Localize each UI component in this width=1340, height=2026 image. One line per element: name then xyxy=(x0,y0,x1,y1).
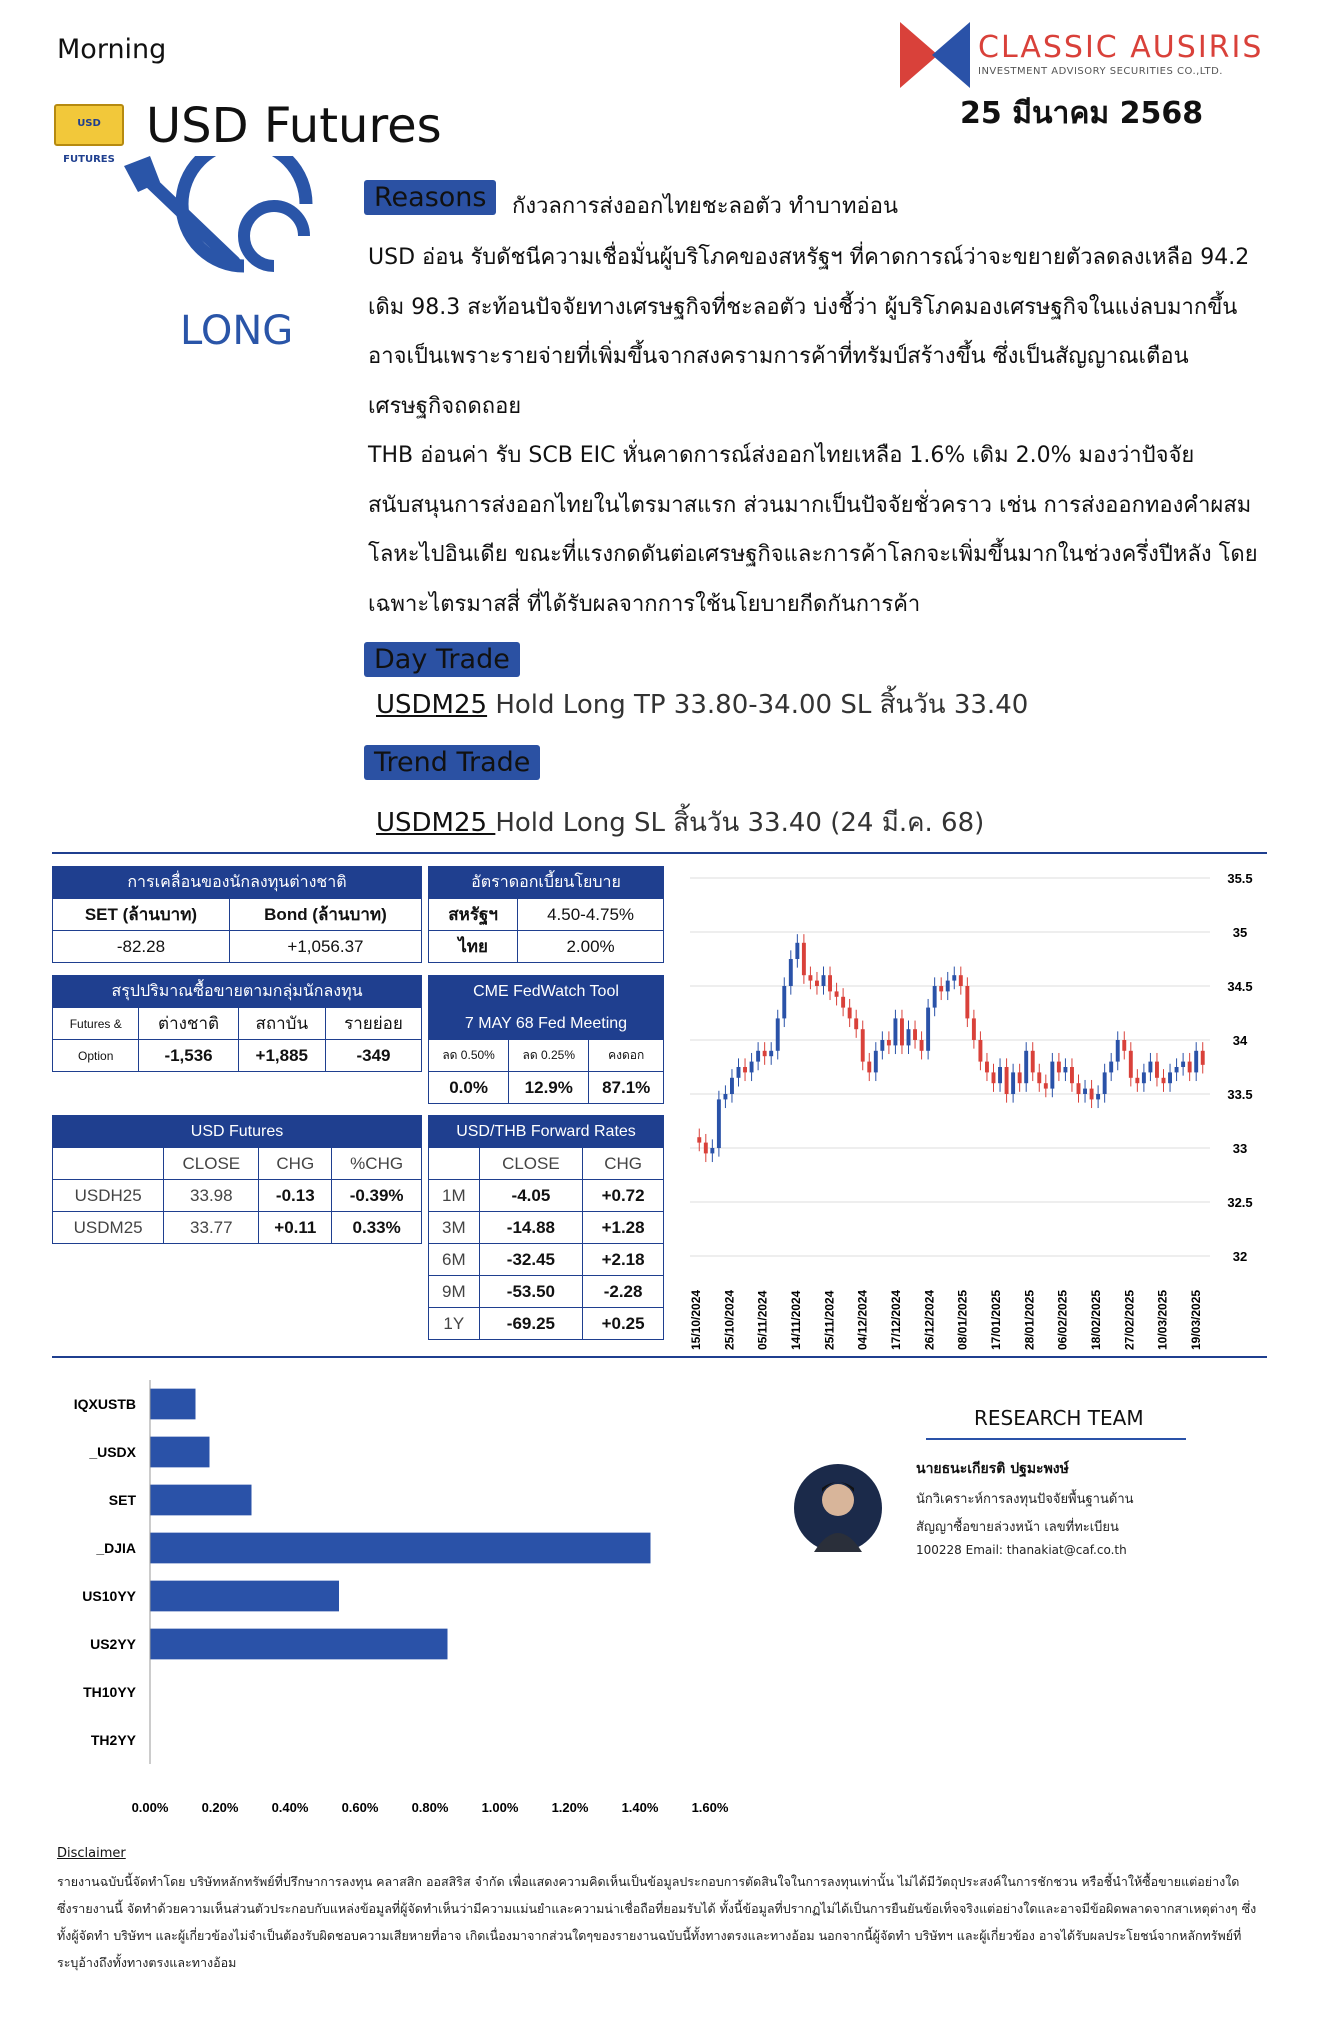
investor-row-label-2: Option xyxy=(53,1040,139,1072)
research-team-title: RESEARCH TEAM xyxy=(974,1406,1144,1430)
candle-body xyxy=(913,1029,917,1040)
reasons-tag: Reasons xyxy=(364,180,496,215)
x-tick-label: 1.40% xyxy=(621,1800,659,1815)
candle-body xyxy=(1044,1083,1048,1088)
y-tick-label: 33 xyxy=(1232,1141,1248,1156)
x-tick-label: 0.80% xyxy=(411,1800,449,1815)
candle-body xyxy=(1077,1083,1081,1094)
day-trade-line xyxy=(376,684,1028,725)
usd-futures-header-pct: %CHG xyxy=(332,1148,422,1180)
foreign-flow-col-set: SET (ล้านบาท) xyxy=(53,899,230,931)
x-tick-label: 17/12/2024 xyxy=(889,1289,903,1350)
investor-value-retail: -349 xyxy=(325,1040,421,1072)
x-tick-label: 08/01/2025 xyxy=(955,1289,970,1350)
candle-body xyxy=(1063,1067,1067,1072)
candle-body xyxy=(907,1029,911,1045)
x-tick-label: 1.00% xyxy=(481,1800,519,1815)
day-trade-text: Hold Long TP 33.80-34.00 SL สิ้นวัน 33.40 xyxy=(487,690,1029,720)
candle-body xyxy=(848,1008,852,1019)
candle-body xyxy=(1096,1094,1100,1099)
candle-body xyxy=(854,1018,858,1029)
bar xyxy=(150,1581,339,1612)
investor-header-institution: สถาบัน xyxy=(238,1008,325,1040)
y-tick-label: 32.5 xyxy=(1227,1195,1253,1210)
trend-trade-tag: Trend Trade xyxy=(364,745,540,780)
investor-summary-title: สรุปปริมาณซื้อขายตามกลุ่มนักลงทุน xyxy=(53,976,422,1008)
investor-summary-table xyxy=(52,975,422,1072)
policy-rate-title: อัตราดอกเบี้ยนโยบาย xyxy=(429,867,664,899)
candle-body xyxy=(880,1040,884,1051)
bar-category-label: TH10YY xyxy=(83,1684,136,1700)
candle-body xyxy=(1194,1051,1198,1073)
candle-body xyxy=(1031,1051,1035,1073)
candle-body xyxy=(808,975,812,980)
section-divider-2 xyxy=(52,1356,1267,1358)
candle-body xyxy=(704,1143,708,1154)
candle-body xyxy=(1024,1051,1028,1083)
candle-body xyxy=(1175,1067,1179,1072)
x-tick-label: 10/03/2025 xyxy=(1155,1289,1170,1350)
bar-category-label: US10YY xyxy=(82,1588,136,1604)
candle-body xyxy=(874,1051,878,1073)
trend-trade-symbol: USDM25 xyxy=(376,808,496,838)
x-tick-label: 26/12/2024 xyxy=(922,1289,937,1350)
forward-rates-table xyxy=(428,1115,664,1340)
candle-body xyxy=(1109,1062,1113,1073)
candle-body xyxy=(1050,1062,1054,1089)
policy-rate-th-value: 2.00% xyxy=(518,931,664,963)
candle-body xyxy=(789,959,793,986)
analyst-role-2: สัญญาซื้อขายล่วงหน้า เลขที่ทะเบียน xyxy=(916,1520,1119,1535)
fedwatch-value-cut25: 12.9% xyxy=(509,1072,589,1104)
x-tick-label: 1.60% xyxy=(691,1800,729,1815)
candle-body xyxy=(750,1062,754,1073)
candle-body xyxy=(782,986,786,1018)
bar xyxy=(150,1533,651,1564)
usd-futures-title: USD Futures xyxy=(53,1116,422,1148)
trend-trade-text: Hold Long SL สิ้นวัน 33.40 (24 มี.ค. 68) xyxy=(495,808,985,838)
table-row: 9M -53.50 -2.28 xyxy=(429,1276,664,1308)
target-arrow-icon xyxy=(124,156,314,286)
candle-body xyxy=(776,1018,780,1050)
candle-body xyxy=(815,981,819,986)
candle-body xyxy=(710,1148,714,1153)
investor-header-retail: รายย่อย xyxy=(325,1008,421,1040)
candle-body xyxy=(828,975,832,991)
y-tick-label: 33.5 xyxy=(1227,1087,1253,1102)
candle-body xyxy=(861,1029,865,1061)
y-tick-label: 34.5 xyxy=(1227,979,1253,994)
candle-body xyxy=(835,991,839,996)
candle-body xyxy=(1201,1051,1205,1065)
foreign-flow-set-value: -82.28 xyxy=(53,931,230,963)
analyst-role-1: นักวิเคราะห์การลงทุนปัจจัยพื้นฐานด้าน xyxy=(916,1492,1134,1507)
fedwatch-header-cut25: ลด 0.25% xyxy=(509,1040,589,1072)
x-tick-label: 0.40% xyxy=(271,1800,309,1815)
candle-body xyxy=(893,1018,897,1045)
fedwatch-subtitle: 7 MAY 68 Fed Meeting xyxy=(429,1008,664,1040)
x-tick-label: 1.20% xyxy=(551,1800,589,1815)
x-tick-label: 05/11/2024 xyxy=(755,1290,770,1350)
investor-value-foreign: -1,536 xyxy=(139,1040,238,1072)
foreign-flow-table xyxy=(52,866,422,963)
candle-body xyxy=(946,981,950,992)
bar-category-label: US2YY xyxy=(90,1636,136,1652)
fedwatch-header-cut50: ลด 0.50% xyxy=(429,1040,509,1072)
candle-body xyxy=(769,1051,773,1056)
candle-body xyxy=(985,1062,989,1073)
brand-subtitle: INVESTMENT ADVISORY SECURITIES CO.,LTD. xyxy=(978,66,1223,77)
bar-category-label: SET xyxy=(108,1492,136,1508)
x-tick-label: 0.60% xyxy=(341,1800,379,1815)
x-tick-label: 04/12/2024 xyxy=(855,1289,870,1350)
y-tick-label: 34 xyxy=(1232,1033,1248,1048)
fedwatch-value-hold: 87.1% xyxy=(589,1072,664,1104)
foreign-flow-title: การเคลื่อนของนักลงทุนต่างชาติ xyxy=(53,867,422,899)
x-tick-label: 28/01/2025 xyxy=(1022,1289,1037,1350)
investor-header-foreign: ต่างชาติ xyxy=(139,1008,238,1040)
analyst-contact: 100228 Email: thanakiat@caf.co.th xyxy=(916,1543,1127,1557)
bar-category-label: _USDX xyxy=(89,1444,136,1460)
forward-title: USD/THB Forward Rates xyxy=(429,1116,664,1148)
table-row: USDM25 33.77 +0.11 0.33% xyxy=(53,1212,422,1244)
x-tick-label: 25/10/2024 xyxy=(722,1289,737,1350)
candle-body xyxy=(723,1094,727,1099)
y-tick-label: 35.5 xyxy=(1227,871,1253,886)
y-tick-label: 32 xyxy=(1232,1249,1248,1264)
candle-body xyxy=(992,1072,996,1083)
bar-category-label: IQXUSTB xyxy=(73,1396,136,1412)
analyst-name: นายธนะเกียรติ ปฐมะพงษ์ xyxy=(916,1461,1069,1477)
candle-body xyxy=(959,975,963,986)
candle-body xyxy=(978,1040,982,1062)
y-tick-label: 35 xyxy=(1232,925,1248,940)
candle-body xyxy=(1057,1062,1061,1073)
usd-futures-header-chg: CHG xyxy=(259,1148,332,1180)
x-tick-label: 15/10/2024 xyxy=(689,1289,703,1350)
candle-body xyxy=(972,1018,976,1040)
disclaimer-title: Disclaimer xyxy=(57,1846,126,1861)
candle-body xyxy=(867,1062,871,1073)
candle-body xyxy=(1142,1072,1146,1083)
disclaimer-text: รายงานฉบับนี้จัดทำโดย บริษัทหลักทรัพย์ที่ปรึกษาการลงทุน คลาสสิก ออสสิริส จำกัด เพื่อแสดงความคิดเห็นเป็นข้อมูลประกอบการตัดสินใจในการลงทุนเท่านั้น ไม่ได้มีวัตถุประสงค์ในการชักชวน หรือชี้นำให้ซื้อขายแต่อย่างใด ซึ่งรายงานนี้ จัดทำด้วยความเห็นส่วนตัวประกอบกับแหล่งข้อมูลที่ผู้จัดทำเห็นว่ามีความแม่นยำและความน่าเชื่อถือที่ยอมรับได้ ทั้งนี้ข้อมูลที่ปรากฏไม่ได้เป็นการยืนยันข้อเท็จจริงแต่อย่างใดและอาจมีข้อผิดพลาดจากสาเหตุต่างๆ ซึ่งทั้งผู้จัดทำ บริษัทฯ และผู้เกี่ยวข้องไม่จำเป็นต้องรับผิดชอบความเสียหายที่อาจ เกิดเนื่องมาจากส่วนใดๆของรายงานฉบับนี้ทั้งทางตรงและทางอ้อม นอกจากนี้ผู้จัดทำ บริษัทฯ และผู้เกี่ยวข้อง อาจได้รับผลประโยชน์จากหลักทรัพย์ที่ระบุอ้างถึงทั้งทางตรงและทางอ้อม xyxy=(57,1874,1257,1970)
candle-body xyxy=(952,975,956,980)
fedwatch-header-hold: คงดอก xyxy=(589,1040,664,1072)
candle-body xyxy=(1155,1062,1159,1078)
brand-logo xyxy=(900,22,970,88)
usd-thb-candlestick-chart xyxy=(680,862,1270,1356)
candle-body xyxy=(1188,1062,1192,1073)
candle-body xyxy=(1018,1072,1022,1083)
candle-body xyxy=(1129,1051,1133,1078)
candle-body xyxy=(926,1008,930,1051)
candle-body xyxy=(939,986,943,991)
report-date: 25 มีนาคม 2568 xyxy=(960,96,1204,131)
brand-name: CLASSIC AUSIRIS xyxy=(978,30,1264,65)
candle-body xyxy=(1148,1062,1152,1073)
candle-body xyxy=(1116,1040,1120,1062)
x-tick-label: 06/02/2025 xyxy=(1055,1289,1070,1350)
candle-body xyxy=(1005,1067,1009,1094)
candle-body xyxy=(1011,1072,1015,1094)
candle-body xyxy=(1070,1067,1074,1083)
x-tick-label: 17/01/2025 xyxy=(989,1289,1003,1350)
fedwatch-value-cut50: 0.0% xyxy=(429,1072,509,1104)
table-row: 6M -32.45 +2.18 xyxy=(429,1244,664,1276)
investor-row-label-1: Futures & xyxy=(53,1008,139,1040)
x-tick-label: 0.20% xyxy=(201,1800,239,1815)
candle-body xyxy=(920,1040,924,1051)
candle-body xyxy=(841,997,845,1008)
candle-body xyxy=(998,1067,1002,1083)
reason-thb: THB อ่อนค่า รับ SCB EIC หั่นคาดการณ์ส่งออกไทยเหลือ 1.6% เดิม 2.0% มองว่าปัจจัยสนับสนุนการส่งออกไทยในไตรมาสแรก ส่วนมากเป็นปัจจัยชั่วคราว เช่น การส่งออกทองคำผสมโลหะไปอินเดีย ขณะที่แรงกดดันต่อเศรษฐกิจและการค้าโลกจะเพิ่มขึ้นมากในช่วงครึ่งปีหลัง โดยเฉพาะไตรมาสสี่ ที่ได้รับผลจากการใช้นโยบายกีดกันการค้า xyxy=(368,443,1258,617)
candle-body xyxy=(737,1067,741,1078)
candle-body xyxy=(1135,1078,1139,1083)
policy-rate-us-value: 4.50-4.75% xyxy=(518,899,664,931)
candle-body xyxy=(717,1099,721,1148)
candle-body xyxy=(933,986,937,1008)
usd-futures-badge: USD FUTURES xyxy=(54,104,124,146)
investor-value-institution: +1,885 xyxy=(238,1040,325,1072)
policy-rate-us-label: สหรัฐฯ xyxy=(429,899,518,931)
bar xyxy=(150,1389,196,1420)
x-tick-label: 18/02/2025 xyxy=(1089,1289,1103,1350)
candle-body xyxy=(1122,1040,1126,1051)
candle-body xyxy=(1037,1072,1041,1083)
policy-rate-table xyxy=(428,866,664,963)
candle-body xyxy=(965,986,969,1018)
forward-header-close: CLOSE xyxy=(479,1148,583,1180)
reason-usd: USD อ่อน รับดัชนีความเชื่อมั่นผู้บริโภคของสหรัฐฯ ที่คาดการณ์ว่าจะขยายตัวลดลงเหลือ 94.2 เดิม 98.3 สะท้อนปัจจัยทางเศรษฐกิจที่ชะลอตัว บ่งชี้ว่า ผู้บริโภคมองเศรษฐกิจในแง่ลบมากขึ้น อาจเป็นเพราะรายจ่ายที่เพิ่มขึ้นจากสงครามการค้าที่ทรัมป์สร้างขึ้น ซึ่งเป็นสัญญาณเตือนเศรษฐกิจถดถอย xyxy=(368,245,1250,419)
forward-header-chg: CHG xyxy=(583,1148,664,1180)
usd-futures-header-close: CLOSE xyxy=(164,1148,259,1180)
table-row: USDH25 33.98 -0.13 -0.39% xyxy=(53,1180,422,1212)
bar xyxy=(150,1485,252,1516)
x-tick-label: 25/11/2024 xyxy=(822,1290,837,1350)
candle-body xyxy=(697,1137,701,1142)
table-row: 1Y -69.25 +0.25 xyxy=(429,1308,664,1340)
candle-body xyxy=(743,1067,747,1072)
candle-body xyxy=(1168,1072,1172,1083)
bar xyxy=(150,1437,210,1468)
candle-body xyxy=(887,1040,891,1045)
section-divider xyxy=(52,852,1267,854)
usd-futures-table xyxy=(52,1115,422,1244)
x-tick-label: 0.00% xyxy=(131,1800,169,1815)
bar-category-label: _DJIA xyxy=(96,1540,136,1556)
day-trade-symbol: USDM25 xyxy=(376,690,488,720)
candle-body xyxy=(1162,1078,1166,1083)
analyst-avatar xyxy=(792,1462,884,1554)
trend-trade-line xyxy=(376,802,984,843)
market-change-bar-chart xyxy=(40,1372,770,1832)
candle-body xyxy=(795,943,799,959)
bar xyxy=(150,1629,448,1660)
table-row: 3M -14.88 +1.28 xyxy=(429,1212,664,1244)
table-row: 1M -4.05 +0.72 xyxy=(429,1180,664,1212)
candle-body xyxy=(763,1051,767,1056)
bar-category-label: TH2YY xyxy=(90,1732,136,1748)
candle-body xyxy=(1083,1089,1087,1094)
reasons-headline: กังวลการส่งออกไทยชะลอตัว ทำบาทอ่อน xyxy=(512,194,898,219)
foreign-flow-col-bond: Bond (ล้านบาท) xyxy=(229,899,421,931)
foreign-flow-bond-value: +1,056.37 xyxy=(229,931,421,963)
candle-body xyxy=(756,1051,760,1062)
day-trade-tag: Day Trade xyxy=(364,642,520,677)
candle-body xyxy=(822,975,826,986)
fedwatch-title: CME FedWatch Tool xyxy=(429,976,664,1008)
x-tick-label: 14/11/2024 xyxy=(789,1290,803,1350)
fedwatch-table xyxy=(428,975,664,1104)
candle-body xyxy=(802,943,806,975)
candle-body xyxy=(1103,1072,1107,1094)
candle-body xyxy=(730,1078,734,1094)
x-tick-label: 27/02/2025 xyxy=(1122,1289,1137,1350)
candle-body xyxy=(1181,1062,1185,1067)
page-title: USD Futures xyxy=(146,98,442,154)
session-label: Morning xyxy=(57,34,167,65)
signal-label: LONG xyxy=(180,308,294,354)
x-tick-label: 19/03/2025 xyxy=(1189,1289,1203,1350)
research-underline xyxy=(926,1438,1186,1440)
candle-body xyxy=(1090,1089,1094,1100)
policy-rate-th-label: ไทย xyxy=(429,931,518,963)
candle-body xyxy=(900,1018,904,1045)
